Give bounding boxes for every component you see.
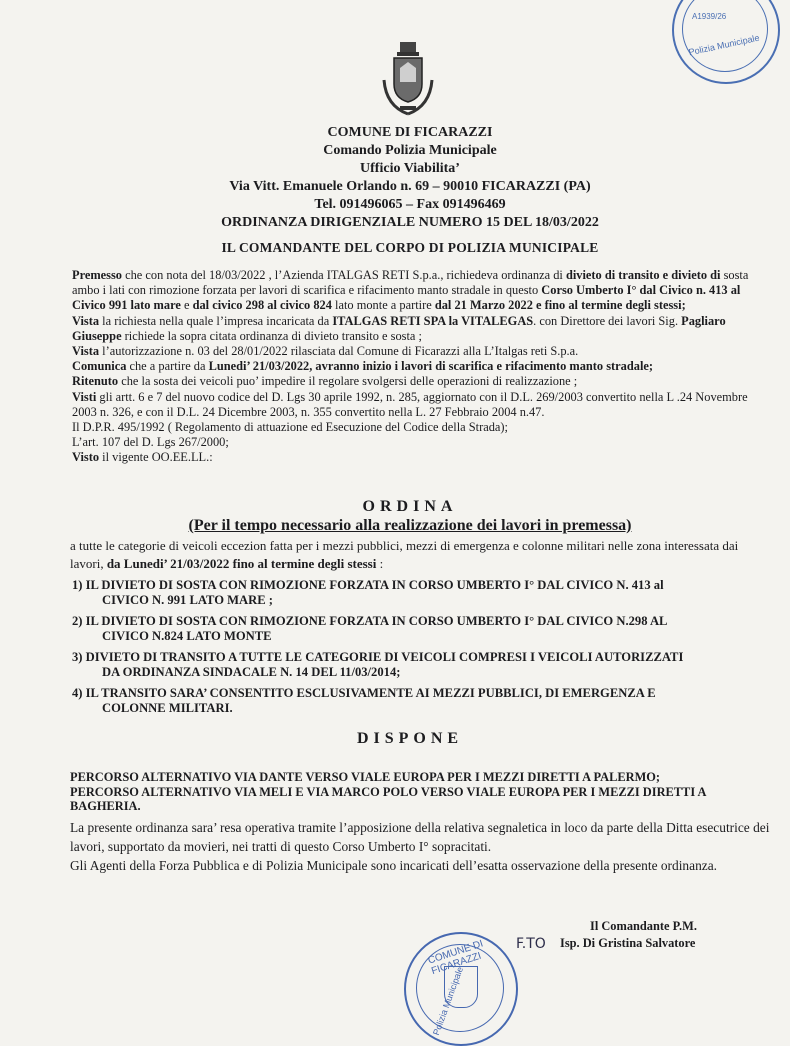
address: Via Vitt. Emanuele Orlando n. 69 – 90010 FICARAZZI (PA) <box>229 179 591 194</box>
text-span: gli artt. 6 e 7 del nuovo codice del D. Lgs 30 aprile 1992, n. 285, aggiornato con il D.L. 269/2003 convertito nella L .24 Novembre 2003 n. 326, e con il D.L. 24 Dicembre 2003, n. 355 convertito nella L. 27 Febbraio 2004 n.47. <box>72 389 748 419</box>
visto-paragraph <box>72 450 762 465</box>
stamp-text: Polizia Municipale <box>431 965 466 1037</box>
visti-lead: Visti <box>72 389 97 404</box>
item-text: IL TRANSITO SARA’ CONSENTITO ESCLUSIVAMENTE AI MEZZI PUBBLICI, DI EMERGENZA E <box>85 686 656 700</box>
final-paragraph: La presente ordinanza sara’ resa operativa tramite l’apposizione della relativa segnaletica in loco da parte della Ditta esecutrice dei lavori, supportato da movieri, nei tratti di questo Corso Umberto I° sopracitati. <box>70 820 770 854</box>
text-span: richiede la sopra citata ordinanza di divieto transito e sosta ; <box>121 328 422 343</box>
text-span: a tutte le categorie di veicoli eccezion fatta per i mezzi pubblici, mezzi di emergenza e colonne militari nelle zona interessata dai lavori, <box>70 538 739 571</box>
comando-name: Comando Polizia Municipale <box>323 143 497 158</box>
bold-span: Lunedi’ 21/03/2022, avranno inizio i lavori di scarifica e rifacimento manto stradale; <box>208 359 654 374</box>
route-bagheria: PERCORSO ALTERNATIVO VIA MELI E VIA MARCO POLO VERSO VIALE EUROPA PER I MEZZI DIRETTI A BAGHERIA. <box>70 784 706 813</box>
comune-name: COMUNE DI FICARAZZI <box>327 125 493 140</box>
comunica-lead: Comunica <box>72 359 127 374</box>
text-span: che a partire da <box>126 359 209 374</box>
text-span: : <box>376 556 384 571</box>
list-item <box>72 686 762 716</box>
text-span: la richiesta nella quale l’impresa incaricata da <box>99 313 333 328</box>
text-span: che la sosta dei veicoli puo’ impedire il regolare svolgersi delle operazioni di realizzazione ; <box>118 374 578 389</box>
vista-paragraph <box>72 344 762 359</box>
signature-name: Isp. Di Gristina Salvatore <box>560 936 696 950</box>
route-palermo: PERCORSO ALTERNATIVO VIA DANTE VERSO VIALE EUROPA PER I MEZZI DIRETTI A PALERMO; <box>70 770 661 784</box>
final-provisions <box>70 818 770 875</box>
item-text-cont: COLONNE MILITARI. <box>102 701 233 715</box>
ordina-heading: ORDINA <box>362 498 458 515</box>
item-text: IL DIVIETO DI SOSTA CON RIMOZIONE FORZATA IN CORSO UMBERTO I° DAL CIVICO N.298 AL <box>85 614 668 628</box>
signature-block <box>560 918 760 952</box>
premises-block <box>72 268 762 466</box>
bold-span: ITALGAS RETI SPA la VITALEGAS <box>332 313 534 328</box>
item-number: 1) <box>72 578 83 592</box>
seal-emblem-icon <box>444 966 478 1008</box>
item-number: 2) <box>72 614 83 628</box>
commander-title: IL COMANDANTE DEL CORPO DI POLIZIA MUNICIPALE <box>221 240 599 255</box>
stamp-bottom <box>404 932 518 1046</box>
list-item <box>72 650 762 680</box>
item-text-cont: DA ORDINANZA SINDACALE N. 14 DEL 11/03/2014; <box>102 665 401 679</box>
ufficio-name: Ufficio Viabilita’ <box>360 161 460 176</box>
item-number: 4) <box>72 686 83 700</box>
item-text-cont: CIVICO N. 991 LATO MARE ; <box>102 593 273 607</box>
item-number: 3) <box>72 650 83 664</box>
ritenuto-lead: Ritenuto <box>72 374 119 389</box>
bold-span: divieto di transito e divieto di <box>565 268 721 282</box>
dpr-line: Il D.P.R. 495/1992 ( Regolamento di attuazione ed Esecuzione del Codice della Strada); <box>72 420 508 435</box>
phone-fax: Tel. 091496065 – Fax 091496469 <box>314 197 506 212</box>
visti-paragraph <box>72 390 762 420</box>
bold-span: dal civico 298 al civico 824 <box>192 298 332 313</box>
header-block <box>60 124 760 232</box>
ritenuto-paragraph <box>72 374 762 389</box>
text-span: . con Direttore dei lavori Sig. <box>533 313 682 328</box>
visto-lead: Visto <box>72 450 100 465</box>
list-item <box>72 614 762 644</box>
text-span: e <box>180 298 193 313</box>
comunica-paragraph <box>72 359 762 374</box>
ordina-intro <box>70 537 760 573</box>
stamp-top <box>672 0 780 84</box>
item-text-cont: CIVICO N.824 LATO MONTE <box>102 629 272 643</box>
list-item <box>72 578 762 608</box>
text-span: il vigente OO.EE.LL.: <box>99 450 213 465</box>
text-span: che con nota del 18/03/2022 , l’Azienda ITALGAS RETI S.p.a., richiedeva ordinanza di <box>122 268 566 282</box>
text-span: l’autorizzazione n. 03 del 28/01/2022 rilasciata dal Comune di Ficarazzi alla L’Italgas reti S.p.a. <box>99 344 579 359</box>
bold-span: Pagliaro Giuseppe <box>72 313 726 343</box>
order-list <box>72 578 762 722</box>
text-span: lato monte a partire <box>331 298 435 313</box>
vista-paragraph <box>72 314 762 344</box>
text-span: sosta ambo i lati con rimozione forzata per lavori di scarifica e rifacimento manto stradale in questo <box>72 268 749 298</box>
stamp-text: COMUNE DI FICARAZZI <box>426 938 485 978</box>
final-paragraph: Gli Agenti della Forza Pubblica e di Polizia Municipale sono incaricati dell’esatta osservazione della presente ordinanza. <box>70 858 717 873</box>
dispone-heading: DISPONE <box>356 730 464 747</box>
bold-span: Corso Umberto I° dal Civico n. 413 al Civico 991 lato mare <box>72 283 741 313</box>
stamp-text: Polizia Municipale <box>687 32 761 58</box>
signature-role: Il Comandante P.M. <box>590 919 697 933</box>
item-text: IL DIVIETO DI SOSTA CON RIMOZIONE FORZATA IN CORSO UMBERTO I° DAL CIVICO N. 413 al <box>85 578 664 592</box>
vista-lead: Vista <box>72 313 100 328</box>
premesso-paragraph <box>72 268 762 314</box>
premesso-lead: Premesso <box>72 268 123 282</box>
bold-span: dal 21 Marzo 2022 e fino al termine degli stessi; <box>434 298 686 313</box>
ordina-subheading: (Per il tempo necessario alla realizzazione dei lavori in premessa) <box>188 517 632 534</box>
art107-line: L’art. 107 del D. Lgs 267/2000; <box>72 435 229 450</box>
stamp-number: A1939/26 <box>692 12 727 21</box>
bold-span: da Lunedi’ 21/03/2022 fino al termine degli stessi <box>106 556 377 571</box>
item-text: DIVIETO DI TRANSITO A TUTTE LE CATEGORIE DI VEICOLI COMPRESI I VEICOLI AUTORIZZATI <box>85 650 684 664</box>
coat-of-arms-icon <box>378 40 438 120</box>
ordinance-number: ORDINANZA DIRIGENZIALE NUMERO 15 DEL 18/03/2022 <box>221 215 599 230</box>
vista-lead: Vista <box>72 344 100 359</box>
alternative-routes <box>70 770 770 814</box>
fto-mark: F.TO <box>516 936 546 952</box>
